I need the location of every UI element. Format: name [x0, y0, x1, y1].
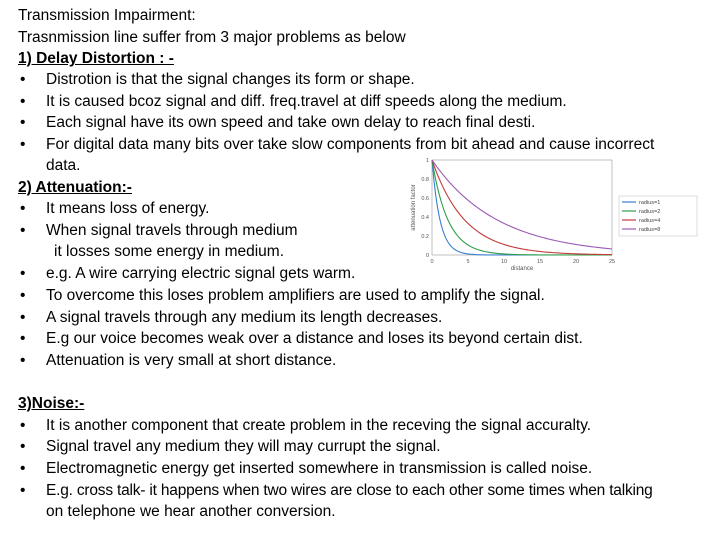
y-tick-label: 1 — [425, 158, 429, 164]
bullet: • — [20, 136, 26, 153]
list-item: When signal travels through medium — [46, 222, 298, 239]
x-tick-label: 0 — [430, 259, 434, 265]
x-tick-label: 20 — [572, 259, 580, 265]
bullet: • — [20, 482, 26, 499]
list-item: Signal travel any medium they will may currupt the signal. — [46, 438, 441, 455]
bullet: • — [20, 265, 26, 282]
bullet: • — [20, 438, 26, 455]
list-item: Attenuation is very small at short distance. — [46, 352, 337, 369]
list-item: It is another component that create problem in the receving the signal accuralty. — [46, 417, 592, 434]
legend-label: radius=4 — [639, 218, 661, 224]
y-tick-label: 0 — [425, 253, 429, 259]
bullet: • — [20, 309, 26, 326]
bullet: • — [20, 330, 26, 347]
x-axis-label: distance — [510, 266, 534, 272]
list-item-continuation: it losses some energy in medium. — [54, 243, 285, 260]
list-item: A signal travels through any medium its length decreases. — [46, 309, 443, 326]
x-tick-label: 5 — [466, 259, 470, 265]
intro-text: Trasnmission line suffer from 3 major problems as below — [18, 29, 406, 46]
plot-frame — [432, 160, 612, 255]
series-line — [432, 160, 612, 255]
series-line — [432, 160, 612, 249]
section-2-title: 2) Attenuation:- — [18, 179, 132, 196]
list-item: Distrotion is that the signal changes its form or shape. — [46, 71, 415, 88]
list-item: It is caused bcoz signal and diff. freq.travel at diff speeds along the medium. — [46, 93, 567, 110]
list-item: e.g. A wire carrying electric signal gets warm. — [46, 265, 356, 282]
y-tick-label: 0.6 — [421, 196, 429, 202]
bullet: • — [20, 287, 26, 304]
bullet: • — [20, 460, 26, 477]
series-line — [432, 160, 612, 255]
x-tick-label: 25 — [608, 259, 616, 265]
bullet: • — [20, 200, 26, 217]
bullet: • — [20, 93, 26, 110]
bullet: • — [20, 222, 26, 239]
series-line — [432, 160, 612, 255]
page-title: Transmission Impairment: — [18, 7, 196, 24]
y-axis-label: attenuation factor — [411, 184, 417, 231]
attenuation-chart — [405, 155, 705, 275]
list-item: For digital data many bits over take slow components from bit ahead and cause incorrect — [46, 136, 655, 153]
list-item-continuation: on telephone we hear another conversion. — [46, 503, 336, 520]
list-item: Electromagnetic energy get inserted somewhere in transmission is called noise. — [46, 460, 593, 477]
list-item-continuation: data. — [46, 157, 81, 174]
legend-label: radius=2 — [639, 209, 661, 215]
x-tick-label: 10 — [500, 259, 508, 265]
section-1-title: 1) Delay Distortion : - — [18, 50, 174, 67]
bullet: • — [20, 417, 26, 434]
bullet: • — [20, 71, 26, 88]
list-item: To overcome this loses problem amplifiers are used to amplify the signal. — [46, 287, 545, 304]
legend-label: radius=8 — [639, 227, 661, 233]
legend-label: radius=1 — [639, 200, 661, 206]
bullet: • — [20, 352, 26, 369]
y-tick-label: 0.2 — [421, 234, 429, 240]
x-tick-label: 15 — [536, 259, 544, 265]
list-item: E.g. cross talk- it happens when two wires are close to each other some times when talking — [46, 482, 653, 499]
y-tick-label: 0.4 — [421, 215, 429, 221]
section-3-title: 3)Noise:- — [18, 395, 85, 412]
list-item: It means loss of energy. — [46, 200, 210, 217]
list-item: E.g our voice becomes weak over a distance and loses its beyond certain dist. — [46, 330, 583, 347]
y-tick-label: 0.8 — [421, 177, 429, 183]
bullet: • — [20, 114, 26, 131]
list-item: Each signal have its own speed and take own delay to reach final desti. — [46, 114, 536, 131]
